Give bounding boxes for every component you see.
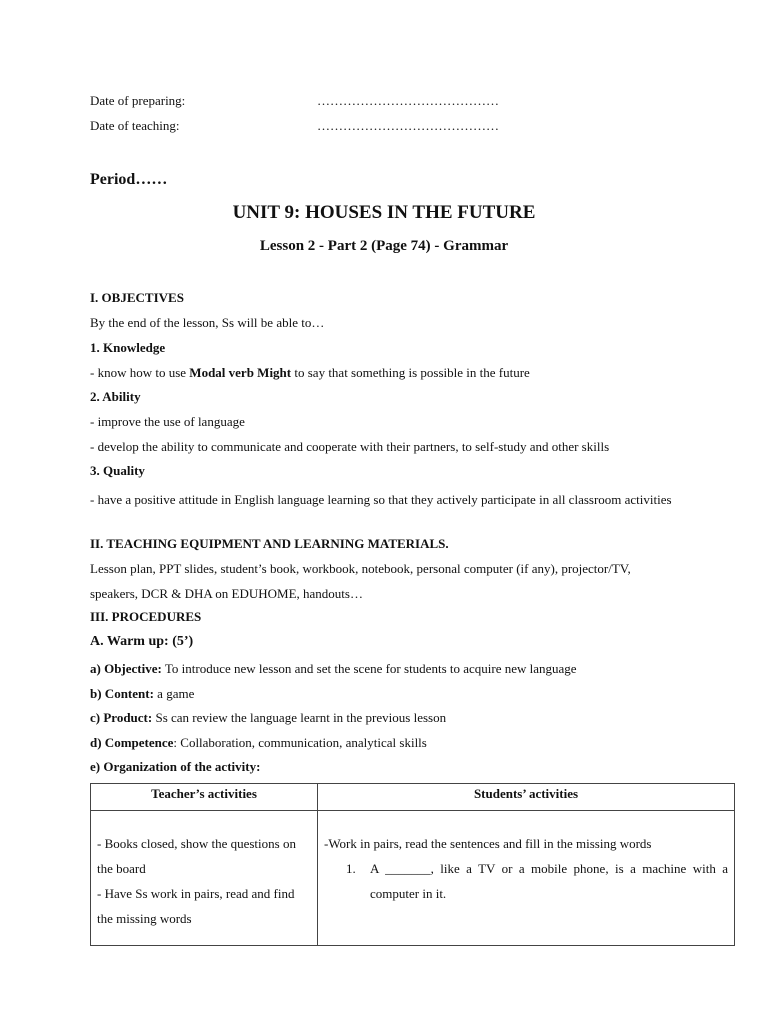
knowledge-item (90, 365, 530, 381)
ability-item-2: - develop the ability to communicate and cooperate with their partners, to self-study and other skills (90, 439, 610, 454)
date-of-preparing-blank: …………………………………… (317, 93, 499, 108)
equipment-line-1: Lesson plan, PPT slides, student’s book, workbook, notebook, personal computer (if any), projector/TV, (90, 561, 631, 576)
content-row (90, 686, 194, 702)
objectives-heading: I. OBJECTIVES (90, 290, 184, 305)
content-text: a game (153, 686, 195, 701)
quality-heading: 3. Quality (90, 463, 145, 478)
product-text: Ss can review the language learnt in the previous lesson (152, 710, 447, 725)
students-activities-cell (318, 811, 735, 946)
content-label: b) Content: (90, 686, 154, 701)
knowledge-text-bold: Modal verb Might (189, 365, 292, 380)
objective-label: a) Objective: (90, 661, 162, 676)
date-of-teaching-label: Date of teaching: (90, 118, 180, 133)
teacher-activity-2: - Have Ss work in pairs, read and find the missing words (97, 886, 295, 926)
teacher-activity-1: - Books closed, show the questions on the board (97, 836, 296, 876)
list-item (324, 856, 728, 906)
students-activities-header: Students’ activities (318, 784, 735, 811)
quality-item-1: - have a positive attitude in English language learning so that they actively participate in all classroom activities (90, 492, 672, 507)
date-of-teaching-row (90, 118, 499, 134)
competence-row (90, 735, 427, 751)
period-label: Period…… (90, 171, 168, 188)
date-of-preparing-row (90, 93, 499, 109)
teacher-activities-header: Teacher’s activities (91, 784, 318, 811)
ability-item-1: - improve the use of language (90, 414, 245, 429)
warm-up-heading: A. Warm up: (5’) (90, 634, 194, 649)
procedures-heading: III. PROCEDURES (90, 609, 202, 624)
unit-title: UNIT 9: HOUSES IN THE FUTURE (232, 202, 536, 223)
equipment-line-2: speakers, DCR & DHA on EDUHOME, handouts… (90, 586, 363, 601)
activities-table (90, 783, 735, 946)
list-item-text: A _______, like a TV or a mobile phone, is a machine with a computer in it. (370, 861, 728, 901)
list-item-number: 1. (346, 861, 356, 876)
lesson-title: Lesson 2 - Part 2 (Page 74) - Grammar (259, 238, 509, 254)
knowledge-heading: 1. Knowledge (90, 340, 166, 355)
product-label: c) Product: (90, 710, 153, 725)
organization-label: e) Organization of the activity: (90, 759, 261, 774)
product-row (90, 710, 446, 726)
competence-text: : Collaboration, communication, analytical skills (173, 735, 427, 750)
ability-heading: 2. Ability (90, 389, 141, 404)
date-of-preparing-label: Date of preparing: (90, 93, 186, 108)
objective-row (90, 661, 577, 677)
competence-label: d) Competence (90, 735, 174, 750)
objective-text: To introduce new lesson and set the scene for students to acquire new language (161, 661, 577, 676)
date-of-teaching-blank: …………………………………… (317, 118, 499, 133)
knowledge-text-post: to say that something is possible in the future (291, 365, 530, 380)
objectives-intro: By the end of the lesson, Ss will be able to… (90, 315, 325, 330)
students-activity-intro: -Work in pairs, read the sentences and fill in the missing words (324, 836, 652, 851)
table-header-row (91, 784, 735, 811)
teacher-activities-cell (91, 811, 318, 946)
table-row (91, 811, 735, 946)
knowledge-text-pre: - know how to use (90, 365, 190, 380)
equipment-heading: II. TEACHING EQUIPMENT AND LEARNING MATERIALS. (90, 536, 449, 551)
